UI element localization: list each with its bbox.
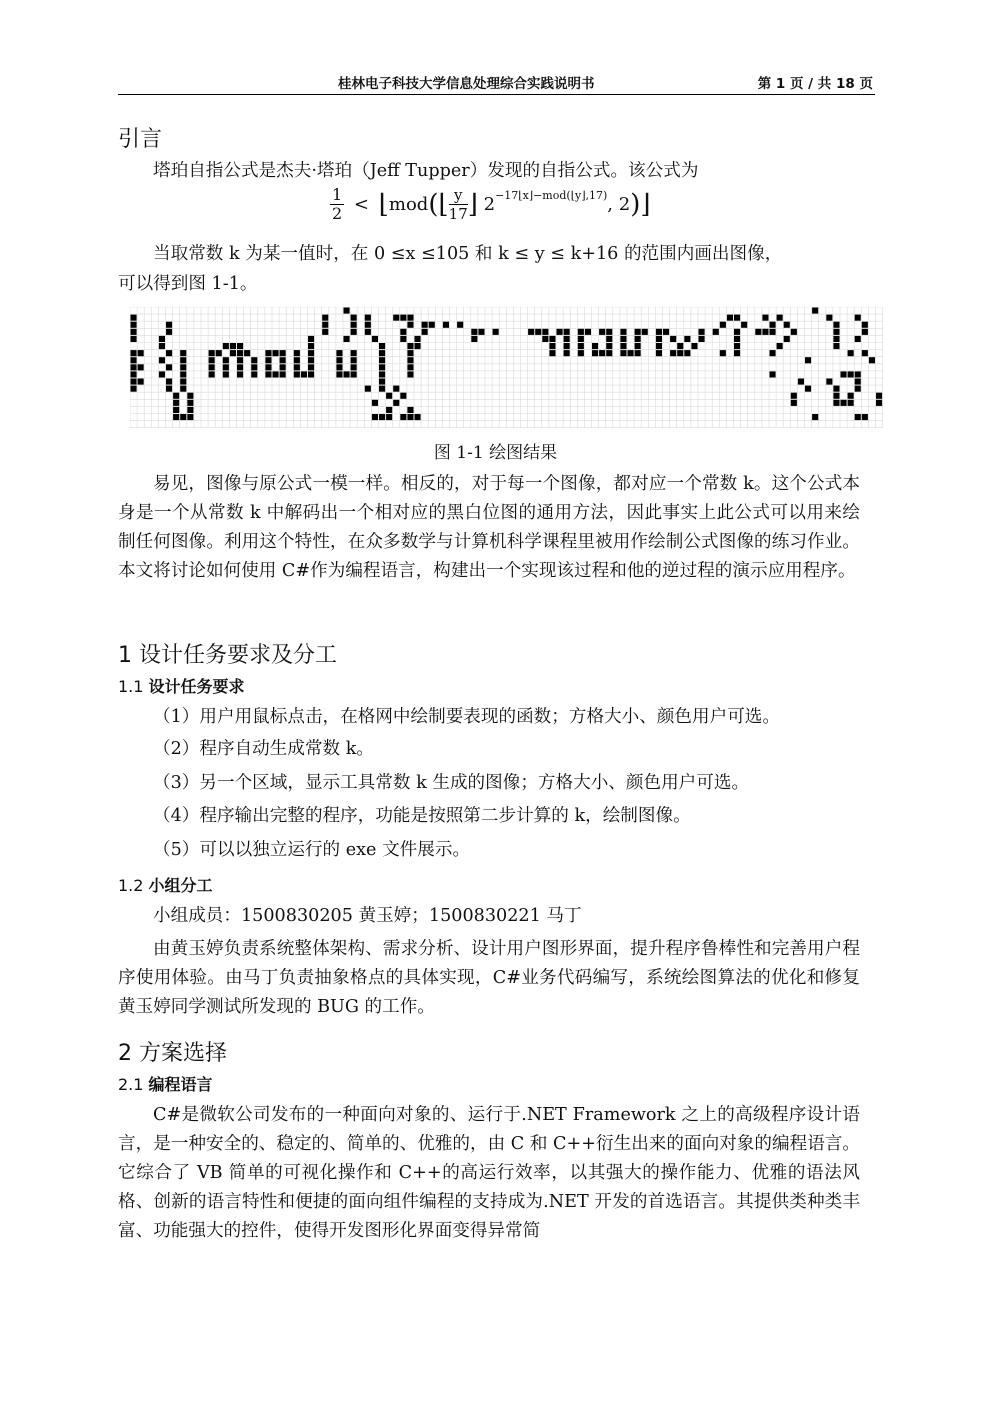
bitmap-pixel [187,400,193,406]
bitmap-pixel [180,350,186,356]
bitmap-pixel [131,315,137,321]
bitmap-pixel [336,364,342,370]
bitmap-pixel [549,343,555,349]
bitmap-pixel [691,343,697,349]
bitmap-pixel [557,329,563,335]
bitmap-pixel [173,400,179,406]
bitmap-pixel [656,350,662,356]
bitmap-pixel [805,357,811,363]
bitmap-pixel [656,343,662,349]
bitmap-pixel [351,364,357,370]
bitmap-pixel [542,336,548,342]
bitmap-pixel [855,386,861,392]
bitmap-pixel [415,336,421,342]
bitmap-pixel [628,350,634,356]
figure-caption: 图 1-1 绘图结果 [433,443,558,463]
bitmap-pixel [372,414,378,420]
bitmap-pixel [230,343,236,349]
bitmap-pixel [365,329,371,335]
heading-2-1-title: 编程语言 [148,1075,213,1094]
bitmap-pixel [159,357,165,363]
bitmap-pixel [294,371,300,377]
bitmap-pixel [415,343,421,349]
header-title: 桂林电子科技大学信息处理综合实践说明书 [338,76,595,92]
bitmap-pixel [372,336,378,342]
bitmap-pixel [798,379,804,385]
bitmap-pixel [471,336,477,342]
bitmap-pixel [223,371,229,377]
bitmap-pixel [791,400,797,406]
bitmap-pixel [855,414,861,420]
bitmap-pixel [166,350,172,356]
bitmap-pixel [734,329,740,335]
bitmap-pixel [656,329,662,335]
bitmap-pixel [365,315,371,321]
bitmap-pixel [542,329,548,335]
bitmap-pixel [656,336,662,342]
bitmap-pixel [365,386,371,392]
bitmap-pixel [407,414,413,420]
bitmap-pixel [308,336,314,342]
bitmap-pixel [131,322,137,328]
bitmap-pixel [322,322,328,328]
bitmap-pixel [400,393,406,399]
bitmap-pixel [173,414,179,420]
bitmap-pixel [166,364,172,370]
bitmap-pixel [855,371,861,377]
formula-mod: mod [388,194,429,215]
bitmap-pixel [599,329,605,335]
bitmap-pixel [273,371,279,377]
heading-section-2: 2 方案选择 [118,1041,227,1066]
bitmap-pixel [833,336,839,342]
bitmap-pixel [770,329,776,335]
bitmap-pixel [180,371,186,377]
heading-1-1-title: 设计任务要求 [148,677,245,696]
bitmap-pixel [280,364,286,370]
heading-1-1-number: 1.1 [118,677,144,696]
bitmap-pixel [379,379,385,385]
bitmap-pixel [138,364,144,370]
bitmap-pixel [869,357,875,363]
bitmap-pixel [415,414,421,420]
heading-section-1: 1 设计任务要求及分工 [118,643,337,668]
bitmap-pixel [762,329,768,335]
bitmap-pixel [294,350,300,356]
bitmap-pixel [564,343,570,349]
bitmap-pixel [734,315,740,321]
division-paragraph: 由黄玉婷负责系统整体架构、需求分析、设计用户图形界面，提升程序鲁棒性和完善用户程序使用体验。由马丁负责抽象格点的具体实现，C#业务代码编写，系统绘图算法的优化和修复黄玉婷同学测试所发现的 BUG 的工作。 [118,939,860,1017]
bitmap-pixel [216,350,222,356]
heading-1-1 [118,674,245,697]
bitmap-pixel [379,350,385,356]
task-item-1: （1）用户用鼠标点击，在格网中绘制要表现的函数；方格大小、颜色用户可选。 [153,707,780,727]
bitmap-pixel [294,357,300,363]
bitmap-pixel [848,350,854,356]
bitmap-pixel [372,400,378,406]
bitmap-pixel [876,400,882,406]
bitmap-pixel [833,343,839,349]
bitmap-pixel [131,357,137,363]
bitmap-pixel [770,322,776,328]
bitmap-pixel [777,343,783,349]
bitmap-pixel [386,414,392,420]
formula-y: y [449,186,468,205]
bitmap-pixel [833,329,839,335]
bitmap-pixel [180,386,186,392]
heading-1-2-title: 小组分工 [148,876,213,895]
formula-lhs-numerator: 1 [332,185,343,204]
bitmap-pixel [379,414,385,420]
bitmap-pixel [400,315,406,321]
bitmap-pixel [642,329,648,335]
bitmap-pixel [407,322,413,328]
bitmap-pixel [131,371,137,377]
bitmap-pixel [379,343,385,349]
heading-1-2 [118,873,213,896]
bitmap-pixel [180,414,186,420]
bitmap-pixel [393,386,399,392]
heading-1-2-number: 1.2 [118,876,144,895]
bitmap-pixel [351,329,357,335]
bitmap-pixel [599,350,605,356]
bitmap-pixel [351,315,357,321]
bitmap-pixel [606,350,612,356]
bitmap-pixel [187,414,193,420]
formula-tail: , 2 [607,194,631,215]
bitmap-pixel [308,343,314,349]
bitmap-pixel [528,329,534,335]
bitmap-pixel [308,357,314,363]
bitmap-pixel [677,350,683,356]
bitmap-pixel [393,400,399,406]
bitmap-pixel [180,364,186,370]
bitmap-pixel [635,350,641,356]
bitmap-pixel [578,329,584,335]
bitmap-pixel [407,350,413,356]
intro-paragraph-3: 易见，图像与原公式一模一样。相反的，对于每一个图像，都对应一个常数 k。这个公式本身是一个从常数 k 中解码出一个相对应的黑白位图的通用方法，因此事实上此公式可以用来绘制任何图像。利用这个特性，在众多数学与计算机科学课程里被用作绘制公式图像的练习作业。本文将讨论如何使用 C#作为编程语言，构建出一个实现该过程和他的逆过程的演示应用程序。 [118,474,860,581]
bitmap-pixel [166,379,172,385]
bitmap-pixel [336,371,342,377]
bitmap-pixel [812,414,818,420]
bitmap-pixel [422,329,428,335]
bitmap-pixel [777,315,783,321]
bitmap-pixel [443,322,449,328]
bitmap-pixel [741,322,747,328]
bitmap-pixel [280,350,286,356]
bitmap-pixel [720,322,726,328]
bitmap-pixel [308,364,314,370]
bitmap-pixel [677,343,683,349]
bitmap-pixel [720,350,726,356]
bitmap-pixel [684,336,690,342]
bitmap-pixel [549,336,555,342]
bitmap-pixel [770,350,776,356]
bitmap-pixel [578,350,584,356]
page-header [118,66,875,95]
bitmap-pixel [265,350,271,356]
bitmap-pixel [422,322,428,328]
bitmap-pixel [727,315,733,321]
bitmap-pixel [635,336,641,342]
bitmap-pixel [138,350,144,356]
bitmap-pixel [564,329,570,335]
heading-intro: 引言 [118,127,163,152]
task-item-2: （2）程序自动生成常数 k。 [153,739,374,759]
formula-less-than: < [353,194,370,215]
bitmap-pixel [379,386,385,392]
bitmap-pixel [833,322,839,328]
bitmap-pixel [138,379,144,385]
bitmap-pixel [855,336,861,342]
bitmap-pixel [592,343,598,349]
bitmap-pixel [784,336,790,342]
bitmap-pixel [876,393,882,399]
bitmap-pixel [159,343,165,349]
bitmap-pixel [166,386,172,392]
bitmap-pixel [848,371,854,377]
bitmap-pixel [209,357,215,363]
bitmap-pixel [344,308,350,314]
bitmap-pixel [670,350,676,356]
bitmap-pixel [620,350,626,356]
bitmap-pixel [578,336,584,342]
bitmap-pixel [379,364,385,370]
bitmap-pixel [322,315,328,321]
bitmap-pixel [833,393,839,399]
bitmap-pixel [173,407,179,413]
bitmap-pixel [407,315,413,321]
bitmap-pixel [265,371,271,377]
bitmap-pixel [841,371,847,377]
bitmap-pixel [344,371,350,377]
bitmap-pixel [855,379,861,385]
bitmap-pixel [344,336,350,342]
bitmap-pixel [265,357,271,363]
bitmap-pixel [663,329,669,335]
bitmap-pixel [209,371,215,377]
bitmap-pixel [564,336,570,342]
bitmap-pixel [166,322,172,328]
bitmap-pixel [862,350,868,356]
bitmap-pixel [159,371,165,377]
bitmap-pixel [223,357,229,363]
bitmap-pixel [351,371,357,377]
bitmap-pixel [265,364,271,370]
bitmap-pixel [251,357,257,363]
tupper-formula: $\frac{1}{2}$ < ⌊mod(⌊ $\frac{y}{17}$ ⌋ $2^{-17⌊x⌋-mod(⌊y⌋,17)}$, 2)⌋ [332,185,651,223]
bitmap-pixel [251,371,257,377]
bitmap-pixel [734,336,740,342]
bitmap-pixel [670,336,676,342]
bitmap-pixel [699,336,705,342]
bitmap-pixel [386,393,392,399]
bitmap-pixel [379,371,385,377]
bitmap-pixel [755,329,761,335]
bitmap-pixel [180,357,186,363]
task-item-5: （5）可以以独立运行的 exe 文件展示。 [153,840,471,860]
intro-paragraph-1: 塔珀自指公式是杰夫·塔珀（Jeff Tupper）发现的自指公式。该公式为 [153,161,699,181]
bitmap-pixel [620,329,626,335]
bitmap-pixel [407,357,413,363]
intro-paragraph-2-line-1: 当取常数 k 为某一值时，在 0 ≤x ≤105 和 k ≤ y ≤ k+16 的范围内画出图像， [153,244,783,264]
bitmap-pixel [826,315,832,321]
bitmap-pixel [351,322,357,328]
bitmap-pixel [855,315,861,321]
bitmap-pixel [791,393,797,399]
bitmap-pixel [699,329,705,335]
bitmap-pixel [187,393,193,399]
bitmap-pixel [606,329,612,335]
bitmap-pixel [166,329,172,335]
bitmap-pixel [585,329,591,335]
formula-lhs-denominator: 2 [332,204,343,223]
tupper-bitmap-figure [130,307,885,431]
heading-2-1 [118,1072,213,1095]
bitmap-pixel [833,386,839,392]
bitmap-pixel [791,329,797,335]
bitmap-pixel [713,329,719,335]
header-page-number: 第 1 页 / 共 18 页 [757,76,873,92]
bitmap-pixel [251,364,257,370]
bitmap-pixel [237,350,243,356]
bitmap-pixel [209,350,215,356]
intro-paragraph-2-line-2: 可以得到图 1-1。 [118,274,258,294]
bitmap-pixel [620,336,626,342]
bitmap-pixel [407,407,413,413]
bitmap-pixel [237,343,243,349]
bitmap-pixel [131,364,137,370]
task-item-3: （3）另一个区域，显示工具常数 k 生成的图像；方格大小、颜色用户可选。 [153,773,750,793]
bitmap-pixel [159,336,165,342]
bitmap-pixel [351,357,357,363]
bitmap-pixel [131,350,137,356]
group-members: 小组成员：1500830205 黄玉婷；1500830221 马丁 [153,906,582,926]
bitmap-pixel [862,329,868,335]
bitmap-pixel [812,308,818,314]
bitmap-pixel [493,329,499,335]
bitmap-pixel [223,343,229,349]
bitmap-pixel [635,343,641,349]
bitmap-pixel [734,350,740,356]
bitmap-pixel [833,400,839,406]
bitmap-pixel [635,329,641,335]
bitmap-pixel [429,322,435,328]
heading-2-1-number: 2.1 [118,1075,144,1094]
bitmap-pixel [457,322,463,328]
bitmap-pixel [131,386,137,392]
bitmap-pixel [393,315,399,321]
bitmap-pixel [407,371,413,377]
bitmap-pixel [308,350,314,356]
bitmap-pixel [862,322,868,328]
bitmap-pixel [535,329,541,335]
bitmap-pixel [237,357,243,363]
bitmap-pixel [336,357,342,363]
bitmap-pixel [805,386,811,392]
bitmap-pixel [620,343,626,349]
bitmap-pixel [294,364,300,370]
bitmap-pixel [308,371,314,377]
bitmap-pixel [848,400,854,406]
bitmap-pixel [180,379,186,385]
bitmap-pixel [301,371,307,377]
bitmap-pixel [770,371,776,377]
bitmap-pixel [578,343,584,349]
bitmap-pixel [187,407,193,413]
bitmap-pixel [223,364,229,370]
bitmap-pixel [684,350,690,356]
bitmap-pixel [280,357,286,363]
bitmap-pixel [230,350,236,356]
bitmap-pixel [862,414,868,420]
bitmap-pixel [407,364,413,370]
bitmap-pixel [826,379,832,385]
bitmap-pixel [131,336,137,342]
bitmap-pixel [351,350,357,356]
bitmap-pixel [244,350,250,356]
bitmap-pixel [784,322,790,328]
bitmap-pixel [400,329,406,335]
bitmap-pixel [280,371,286,377]
bitmap-pixel [173,393,179,399]
bitmap-pixel [237,364,243,370]
bitmap-pixel [209,364,215,370]
bitmap-pixel [131,379,137,385]
bitmap-pixel [237,371,243,377]
bitmap-pixel [365,322,371,328]
bitmap-pixel [273,350,279,356]
bitmap-pixel [478,329,484,335]
bitmap-pixel [606,343,612,349]
bitmap-pixel [379,357,385,363]
bitmap-pixel [400,414,406,420]
bitmap-pixel [841,400,847,406]
bitmap-pixel [407,343,413,349]
bitmap-pixel [131,329,137,335]
bitmap-pixel [592,350,598,356]
formula-base: 2 [483,194,496,215]
bitmap-pixel [762,315,768,321]
formula-exponent: −17⌊x⌋−mod(⌊y⌋,17) [495,188,608,202]
bitmap-pixel [848,393,854,399]
bitmap-pixel [336,350,342,356]
bitmap-pixel [471,329,477,335]
bitmap-pixel [322,329,328,335]
bitmap-pixel [734,343,740,349]
bitmap-pixel [386,407,392,413]
formula-17: 17 [448,205,468,223]
bitmap-pixel [564,350,570,356]
task-item-4: （4）程序输出完整的程序，功能是按照第二步计算的 k，绘制图像。 [153,806,691,826]
language-paragraph: C#是微软公司发布的一种面向对象的、运行于.NET Framework 之上的高级程序设计语言，是一种安全的、稳定的、简单的、优雅的，由 C 和 C++衍生出来的面向对象的编程语言。它综合了 VB 简单的可视化操作和 C++的高运行效率，以其强大的操作能力、优雅的语法风格、创新的语言特性和便捷的面向组件编程的支持成为.NET 开发的首选语言。其提供类种类丰富、功能强大的控件，使得开发图形化界面变得异常简 [118,1105,860,1241]
bitmap-pixel [606,336,612,342]
bitmap-pixel [400,336,406,342]
bitmap-pixel [549,350,555,356]
